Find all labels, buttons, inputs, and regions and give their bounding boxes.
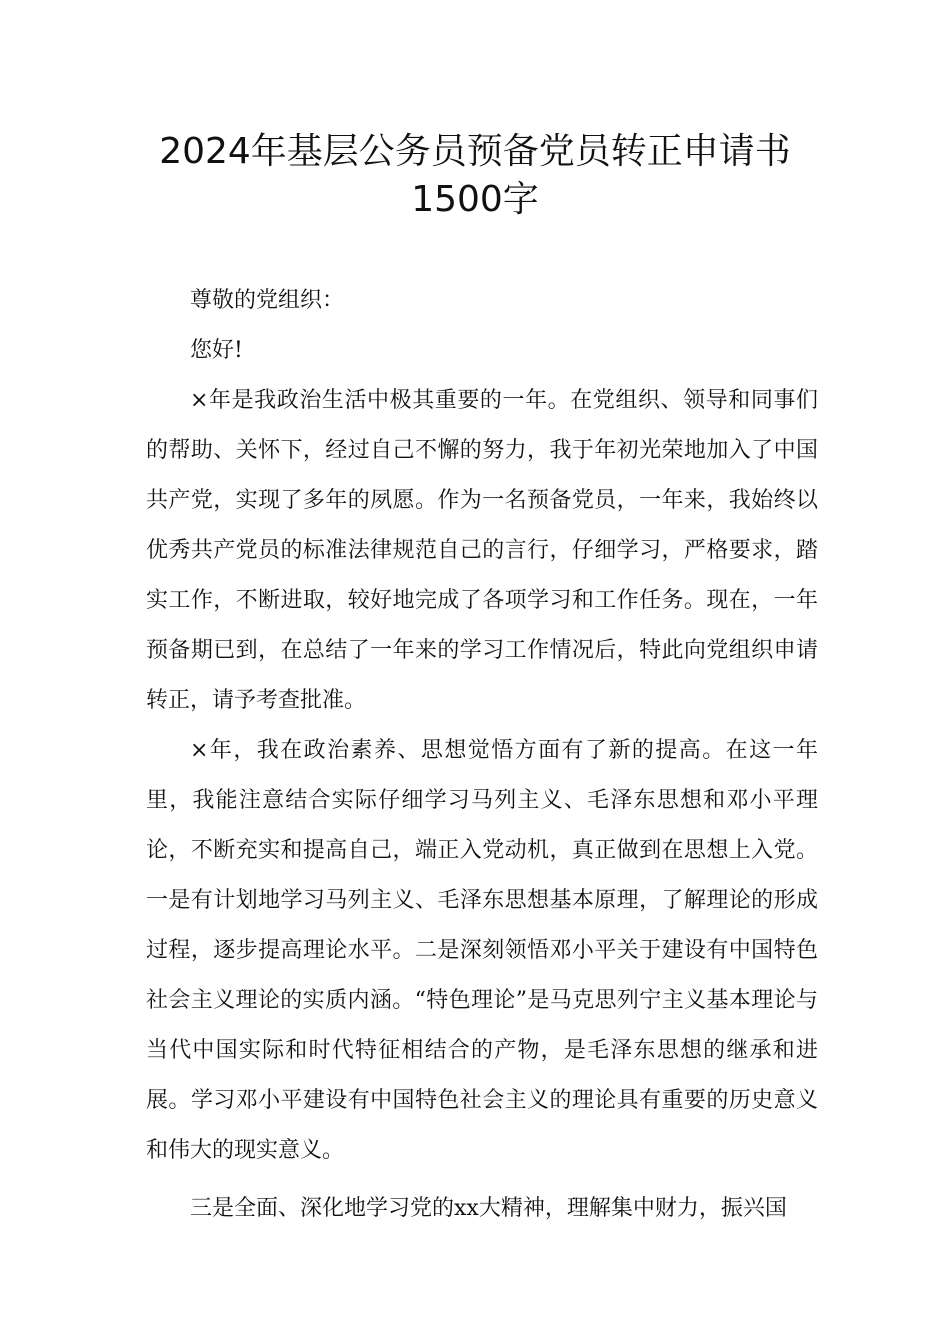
paragraph-3: 三是全面、深化地学习党的xx大精神，理解集中财力，振兴国 [190, 1196, 787, 1221]
document-body [146, 276, 818, 1234]
paragraph-1: ×年是我政治生活中极其重要的一年。在党组织、领导和同事们的帮助、关怀下，经过自己不懈的努力，我于年初光荣地加入了中国共产党，实现了多年的夙愿。作为一名预备党员，一年来，我始终以优秀共产党员的标准法律规范自己的言行，仔细学习，严格要求，踏实工作，不断进取，较好地完成了各项学习和工作任务。现在，一年预备期已到，在总结了一年来的学习工作情况后，特此向党组织申请转正，请予考查批准。 [146, 388, 818, 713]
title-line-2: 1500字 [411, 179, 539, 220]
title-line-1: 2024年基层公务员预备党员转正申请书 [159, 131, 791, 172]
document-title [120, 128, 830, 224]
greeting: 您好! [190, 338, 243, 363]
salutation: 尊敬的党组织： [190, 288, 345, 313]
paragraph-2: ×年，我在政治素养、思想觉悟方面有了新的提高。在这一年里，我能注意结合实际仔细学习马列主义、毛泽东思想和邓小平理论，不断充实和提高自己，端正入党动机，真正做到在思想上入党。一是有计划地学习马列主义、毛泽东思想基本原理，了解理论的形成过程，逐步提高理论水平。二是深刻领悟邓小平关于建设有中国特色社会主义理论的实质内涵。“特色理论”是马克思列宁主义基本理论与当代中国实际和时代特征相结合的产物，是毛泽东思想的继承和进展。学习邓小平建设有中国特色社会主义的理论具有重要的历史意义和伟大的现实意义。 [146, 738, 818, 1163]
